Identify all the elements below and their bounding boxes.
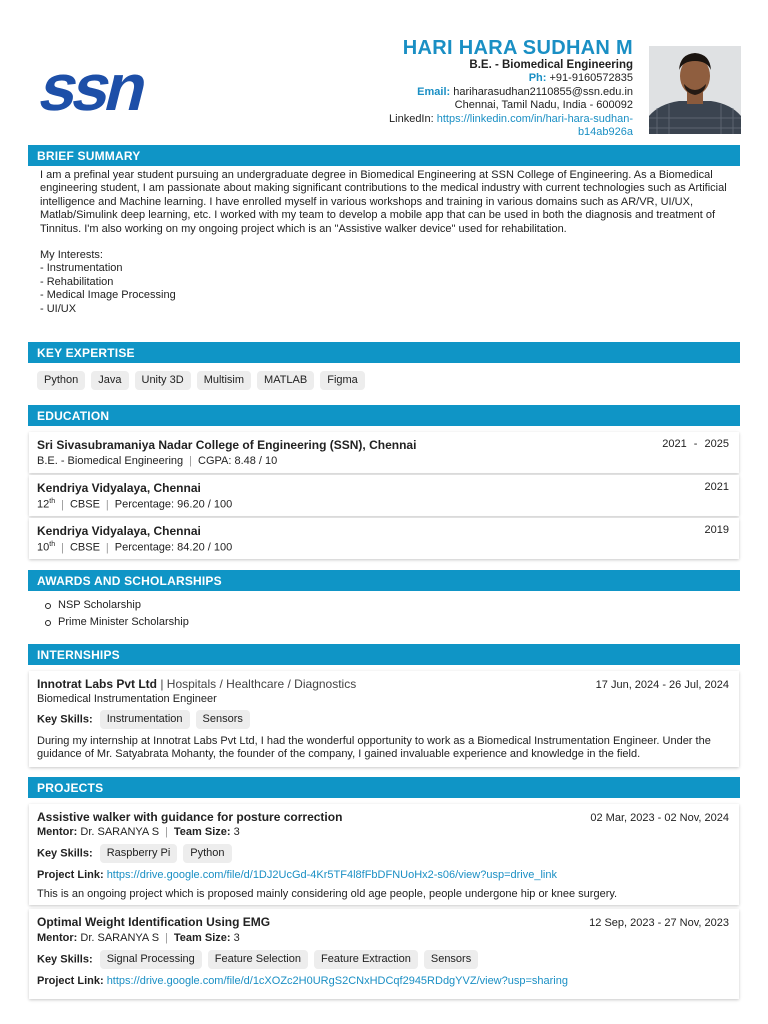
candidate-degree: B.E. - Biomedical Engineering	[469, 59, 633, 71]
section-projects-header: PROJECTS	[28, 777, 740, 798]
skill-chip: MATLAB	[257, 371, 314, 390]
project-description: This is an ongoing project which is proposed mainly considering old age people, people undergone hip or knee surgery.	[37, 888, 618, 900]
institution-name: Sri Sivasubramaniya Nadar College of Engineering (SSN), Chennai	[37, 438, 417, 452]
skill-chip: Figma	[320, 371, 365, 390]
project-skills-row: Key Skills: Signal Processing Feature Selection Feature Extraction Sensors	[37, 950, 478, 969]
ssn-logo	[32, 54, 172, 116]
education-card	[29, 432, 739, 473]
skill-chip: Multisim	[197, 371, 251, 390]
project-card	[29, 804, 739, 905]
skill-chip: Feature Extraction	[314, 950, 418, 969]
section-internships-header: INTERNSHIPS	[28, 644, 740, 665]
skill-chip: Python	[37, 371, 85, 390]
contact-block	[273, 38, 633, 139]
summary-paragraph: I am a prefinal year student pursuing an undergraduate degree in Biomedical Engineering at SSN College of Engineering. As a Biomedical engineering student, I am passionate about making significant contributions to the medical industry with current technologies such as Artificial intelligence and Machine learning. I have enrolled myself in various workshops and training in various domains such as AR/VR, UI/UX, Matlab/Simulink deep learning, etc. I worked with my team to develop a mobile app that can be used in both the diagnosis and treatment of Tinnitus. I'm also working on my ongoing project which is an "Assistive walker device" used for rehabilitation.	[40, 169, 727, 235]
awards-list	[45, 597, 189, 630]
education-card	[29, 475, 739, 516]
internship-role: Biomedical Instrumentation Engineer	[37, 693, 217, 705]
project-link-row: Project Link: https://drive.google.com/file/d/1DJ2UcGd-4Kr5TF4l8fFbDFNUoHx2-s06/view?usp=drive_link	[37, 869, 557, 881]
skill-chip: Raspberry Pi	[100, 844, 178, 863]
expertise-chips	[37, 371, 365, 390]
email-label: Email:	[417, 85, 451, 98]
linkedin-link[interactable]: https://linkedin.com/in/hari-hara-sudhan-	[436, 112, 633, 125]
summary-text	[40, 169, 730, 316]
internship-card	[29, 671, 739, 767]
section-education-header: EDUCATION	[28, 405, 740, 426]
project-title: Assistive walker with guidance for posture correction	[37, 810, 343, 824]
email-row	[273, 86, 633, 99]
internship-description: During my internship at Innotrat Labs Pvt Ltd, I had the wonderful opportunity to work as a Biomedical Instrumentation Engineer. Under the guidance of Mr. Satyabrata Mohanty, the founder of the company, I gained invaluable experience and knowledge in the field.	[37, 735, 711, 761]
education-details: 10th | CBSE | Percentage: 84.20 / 100	[37, 541, 233, 554]
location: Chennai, Tamil Nadu, India - 600092	[454, 99, 633, 112]
interest-item: - Medical Image Processing	[40, 289, 176, 302]
institution-name: Kendriya Vidyalaya, Chennai	[37, 481, 201, 495]
project-link-row: Project Link: https://drive.google.com/file/d/1cXOZc2H0URgS2CNxHDCqf2945RDdgYVZ/view?usp=sharing	[37, 975, 568, 987]
education-year: 2021	[704, 481, 729, 493]
award-item: NSP Scholarship	[45, 597, 189, 614]
interest-item: - Instrumentation	[40, 262, 123, 275]
phone-value: +91-9160572835	[549, 72, 633, 85]
profile-photo	[649, 46, 741, 134]
interest-item: - UI/UX	[40, 302, 77, 315]
education-year: 2019	[704, 524, 729, 536]
education-details: B.E. - Biomedical Engineering | CGPA: 8.48 / 10	[37, 455, 278, 467]
project-link[interactable]: https://drive.google.com/file/d/1cXOZc2H0URgS2CNxHDCqf2945RDdgYVZ/view?usp=sharing	[106, 975, 568, 987]
linkedin-label: LinkedIn:	[389, 112, 434, 125]
candidate-name: HARI HARA SUDHAN M	[402, 37, 633, 59]
project-skills-row: Key Skills: Raspberry Pi Python	[37, 844, 232, 863]
project-link[interactable]: https://drive.google.com/file/d/1DJ2UcGd-4Kr5TF4l8fFbDFNUoHx2-s06/view?usp=drive_link	[106, 869, 557, 881]
education-years: 2021 - 2025	[662, 438, 729, 450]
education-card	[29, 518, 739, 559]
internship-sector: | Hospitals / Healthcare / Diagnostics	[160, 677, 357, 691]
logo-text: ssn	[32, 54, 153, 116]
award-item: Prime Minister Scholarship	[45, 614, 189, 631]
skill-chip: Unity 3D	[135, 371, 191, 390]
skill-chip: Sensors	[424, 950, 478, 969]
interest-item: - Rehabilitation	[40, 275, 114, 288]
skill-chip: Signal Processing	[100, 950, 202, 969]
section-awards-header: AWARDS AND SCHOLARSHIPS	[28, 570, 740, 591]
skill-chip: Feature Selection	[208, 950, 308, 969]
internship-skills-row: Key Skills: Instrumentation Sensors	[37, 710, 250, 729]
internship-company: Innotrat Labs Pvt Ltd | Hospitals / Healthcare / Diagnostics	[37, 677, 357, 691]
linkedin-row	[273, 113, 633, 126]
project-mentor-row: Mentor: Dr. SARANYA S | Team Size: 3	[37, 826, 240, 838]
phone-label: Ph:	[528, 72, 547, 85]
section-expertise-header: KEY EXPERTISE	[28, 342, 740, 363]
project-mentor-row: Mentor: Dr. SARANYA S | Team Size: 3	[37, 932, 240, 944]
email-value[interactable]: hariharasudhan2110855@ssn.edu.in	[453, 85, 633, 98]
interests-title: My Interests:	[40, 249, 103, 262]
project-dates: 12 Sep, 2023 - 27 Nov, 2023	[589, 917, 729, 929]
linkedin-link-cont[interactable]: b14ab926a	[577, 126, 633, 139]
phone-row	[273, 72, 633, 85]
project-title: Optimal Weight Identification Using EMG	[37, 915, 271, 929]
section-summary-header: BRIEF SUMMARY	[28, 145, 740, 166]
skill-chip: Java	[91, 371, 128, 390]
skill-chip: Instrumentation	[100, 710, 190, 729]
skill-chip: Sensors	[196, 710, 250, 729]
internship-dates: 17 Jun, 2024 - 26 Jul, 2024	[595, 679, 729, 691]
project-card	[29, 909, 739, 999]
project-dates: 02 Mar, 2023 - 02 Nov, 2024	[590, 812, 729, 824]
institution-name: Kendriya Vidyalaya, Chennai	[37, 524, 201, 538]
education-details: 12th | CBSE | Percentage: 96.20 / 100	[37, 498, 233, 511]
skill-chip: Python	[183, 844, 231, 863]
